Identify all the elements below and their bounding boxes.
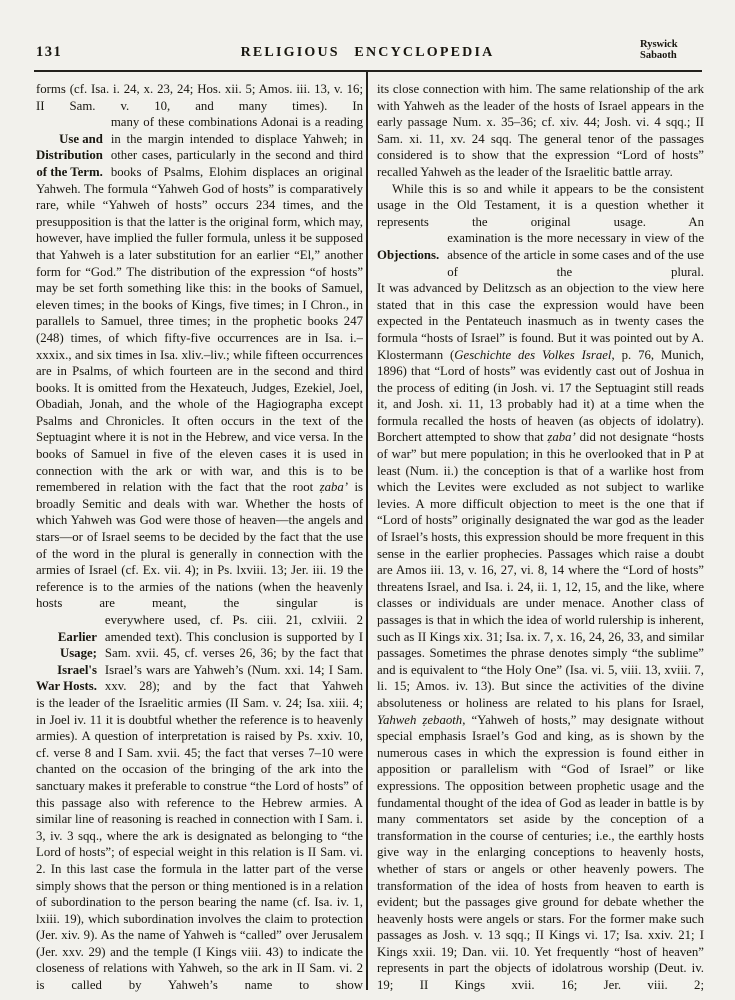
text-block bbox=[36, 81, 363, 114]
page-number: 131 bbox=[36, 44, 63, 60]
text-run: is the leader of the Israelitic armies (II Sam. v. 24; Isa. xiii. 4; in Joel iv. 11 it is doubtful whether the reference is to heavenly armies). A question of interpretation is raised by Ps. xxiv. 10, cf. verse 8 and I Sam. xvii. 45; the fact that verses 7–10 were chanted on the occasion of the bringing of the ark into the sanctuary makes it preferable to construe “the Lord of hosts” of this passage also with reference to the Hebrew armies. A similar line of reasoning is reached in connection with I Sam. i. 3, iv. 3 sqq., where the ark is designated as belonging to “the Lord of hosts”; of especial weight in this relation is II Sam. vi. 2. In this last case the formula in the latter part of the verse simply shows that the person or thing mentioned is in a relation of subordination to the person bearing the name (cf. Isa. iv. 1, lxiii. 19), which subordination involves the claim to protection (Jer. xiv. 9). As the name of Yahweh is “called” over Jerusalem (Jer. xxv. 29) and the temple (I Kings viii. 43) to indicate the closeness of relations with Yahweh, so the ark in II Sam. vi. 2 is called by Yahweh’s name to show bbox=[36, 695, 363, 993]
text-run: , p. 76, Munich, 1896) that “Lord of hosts” was evidently cast out of Joshua in the process of editing (in Josh. vi. 17 the Septuagint still reads it, and Josh. xi. 11, 13 probably had it) at a time when the formula recalled the hosts of heaven (as objects of idolatry). Borchert attempted to show that bbox=[377, 347, 704, 445]
sidehead-label-line: War Hosts. bbox=[36, 679, 97, 694]
running-head bbox=[640, 39, 678, 61]
text-run: , “Yahweh of hosts,” may designate without special emphasis Israel’s God and king, as is shown by the numerous cases in which the expression is found either in apposition or parallelism with “God of Israel” or like expressions. The opposition between prophetic usage and the fundamental thought of the idea of God as leader in battle is by many commentators set aside by the conception of a transformation in the course of centuries; i.e., the earthly hosts give way in the enlarging conceptions to heavenly hosts, whether of stars or angels or other heavenly powers. The transformation of the idea of hosts from heaven to earth is evident; but the passages give ground for debate whether the heavenly hosts were angels or stars. For the former make such passages as Josh. v. 13 sqq.; II Kings vi. 17; Isa. xxiv. 21; I Kings xxii. 19; Dan. vii. 10. Yet frequently “host of heaven” represents in part the objects of idolatrous worship (Deut. iv. 19; II Kings xvii. 16; Jer. viii. 2; bbox=[377, 712, 704, 993]
sidehead-label bbox=[36, 612, 97, 695]
right-column bbox=[377, 81, 704, 997]
column-divider-rule bbox=[366, 71, 368, 990]
sidehead-label-line: Usage; bbox=[59, 646, 97, 661]
text-block bbox=[377, 81, 704, 181]
text-block bbox=[36, 181, 363, 612]
text-run: everywhere used, cf. Ps. ciii. 21, cxlviii. 2 amended text). This conclusion is supported by I Sam. xvii. 45, cf. verses 26, 36; by the fact that Israel’s wars are Yahweh’s (Num. xxi. 14; I Sam. xxv. 28); and by the fact that Yahweh bbox=[104, 613, 363, 694]
cutin-sidehead-block bbox=[36, 114, 363, 180]
sidehead-label-line: Objections. bbox=[377, 247, 440, 262]
text-block bbox=[36, 695, 363, 994]
sidehead-label-line: Israel's bbox=[57, 662, 97, 677]
text-block bbox=[377, 280, 704, 994]
sidehead-label-line: of the Term. bbox=[36, 164, 103, 179]
running-head-first-entry: Ryswick bbox=[640, 39, 678, 50]
text-run: is broadly Semitic and deals with war. Whether the hosts of which Yahweh was God were those of heaven—the angels and stars—or of Israel seems to be decided by the fact that the use of the word in the plural is generally in connection with the armies of Israel (cf. Ex. vii. 4); in Ps. lxviii. 13; Jer. iii. 19 the reference is to the armies of the nations (when the heavenly hosts are meant, the singular is bbox=[36, 480, 363, 611]
cutin-wrapped-text bbox=[447, 230, 704, 280]
text-run: its close connection with him. The same relationship of the ark with Yahweh as the leader of the hosts of Israel appears in the early passage Num. x. 35–36; cf. xiv. 44; Josh. vi. 4 sqq.; II Sam. xi. 11, xv. 24 sqq. The general tenor of the passages considered is to show that the expression “Lord of hosts” recalled Yahweh as the leader of the Israelitic battle array. bbox=[377, 82, 704, 179]
italic-text-run: Yahweh ẓebaoth bbox=[377, 712, 463, 727]
text-run: examination is the more necessary in view of the absence of the article in some cases and of the use of the plural. bbox=[447, 231, 704, 279]
italic-text-run: Geschichte des Volkes Israel bbox=[454, 347, 612, 362]
cutin-sidehead-block bbox=[36, 612, 363, 695]
header-rule bbox=[34, 70, 702, 72]
cutin-sidehead-block bbox=[377, 230, 704, 280]
text-run: It was advanced by Delitzsch as an objection to the view here stated that in this case the expression would have been expected in the Pentateuch inasmuch as in twenty cases the formula “hosts of Israel” is found. But it was pointed out by A. Klostermann ( bbox=[377, 281, 704, 362]
page-title: RELIGIOUS ENCYCLOPEDIA bbox=[240, 45, 495, 60]
left-column bbox=[36, 81, 363, 997]
sidehead-label-line: Earlier bbox=[57, 629, 97, 644]
sidehead-label-line: Use and bbox=[59, 131, 103, 146]
cutin-wrapped-text bbox=[111, 114, 363, 180]
italic-text-run: ẓaba’ bbox=[319, 480, 349, 495]
text-run: many of these combinations Adonai is a reading in the margin intended to displace Yahweh; in other cases, particularly in the second and third books of Psalms, Elohim displaces an original bbox=[110, 115, 363, 179]
text-run: While this is so and while it appears to be the consistent usage in the Old Testament, it is a question whether it represents the original usage. An bbox=[377, 181, 704, 229]
text-run: did not designate “hosts of war” but mere population; in this he overlooked that in P at least (Num. ii.) the conception is that of a warlike host from which the Levites were excluded as not subject to warlike levies. A more difficult objection to meet is the one that if “Lord of hosts” originally designated the war god as the leader of Israel’s hosts, this expression should be more frequent in this sense in the earlier prophecies. Passages which raise a doubt are Amos iii. 13, v. 16, 27, vi. 8, 14 where the “Lord of hosts” threatens Israel, and Isa. i. 24, ii. 1, 12, 15, and the like, where classes or individuals are under menace. Another class of passages is that in which the idea of world rulership is inherent, such as II Kings xix. 31; Isa. ix. 7, x. 16, 24, 26, 33, and similar passages. Sometimes the phrase denotes simply “the sublime” and is equivalent to “the Holy One” (Isa. vi. 5, viii. 13, xviii. 7, li. 15; Amos. iv. 13). But since the activities of the divine absoluteness or holiness are related to his plans for Israel, bbox=[377, 430, 704, 710]
text-run: Yahweh. The formula “Yahweh God of hosts” is comparatively rare, while “Yahweh of hosts” occurs 234 times, and the presupposition is that the latter is the original form, which may, however, have implied the fuller formula, unless it be supposed that Yahweh is a later substitution for an earlier “El,” another form for “God.” The distribution of the expression “of hosts” may be set forth something like this: in the books of Samuel, eleven times; in the books of Kings, five times; in I Chron., in parallels to Samuel, three times; in the prophetic books 247 (248) times, of which fifty-five occurrences are in Isa. i.–xxxix., and six times in Isa. xliv.–liv.; while fifteen occurrences are in Psalms, of which fourteen are in the second and third books. It is omitted from the Hexateuch, Judges, Ezekiel, Joel, Obadiah, Jonah, and the whole of the Hagiographa except Psalms and Chronicles. It often occurs in the text of the Septuagint where it is not in the Hebrew, and vice versa. In the books of Samuel in five of the eleven cases it is used in connection with the ark or with war, and this is to be remembered in relation with the fact that the root bbox=[36, 181, 363, 495]
paragraph bbox=[377, 181, 704, 231]
cutin-wrapped-text bbox=[105, 612, 363, 695]
running-head-last-entry: Sabaoth bbox=[640, 50, 677, 61]
italic-text-run: ẓaba’ bbox=[547, 430, 576, 445]
sidehead-label-line: Distribution bbox=[36, 148, 103, 163]
sidehead-label bbox=[36, 114, 103, 180]
text-run: forms (cf. Isa. i. 24, x. 23, 24; Hos. xii. 5; Amos. iii. 13, v. 16; II Sam. v. 10, and many times). In bbox=[36, 82, 363, 113]
sidehead-label bbox=[377, 230, 439, 280]
